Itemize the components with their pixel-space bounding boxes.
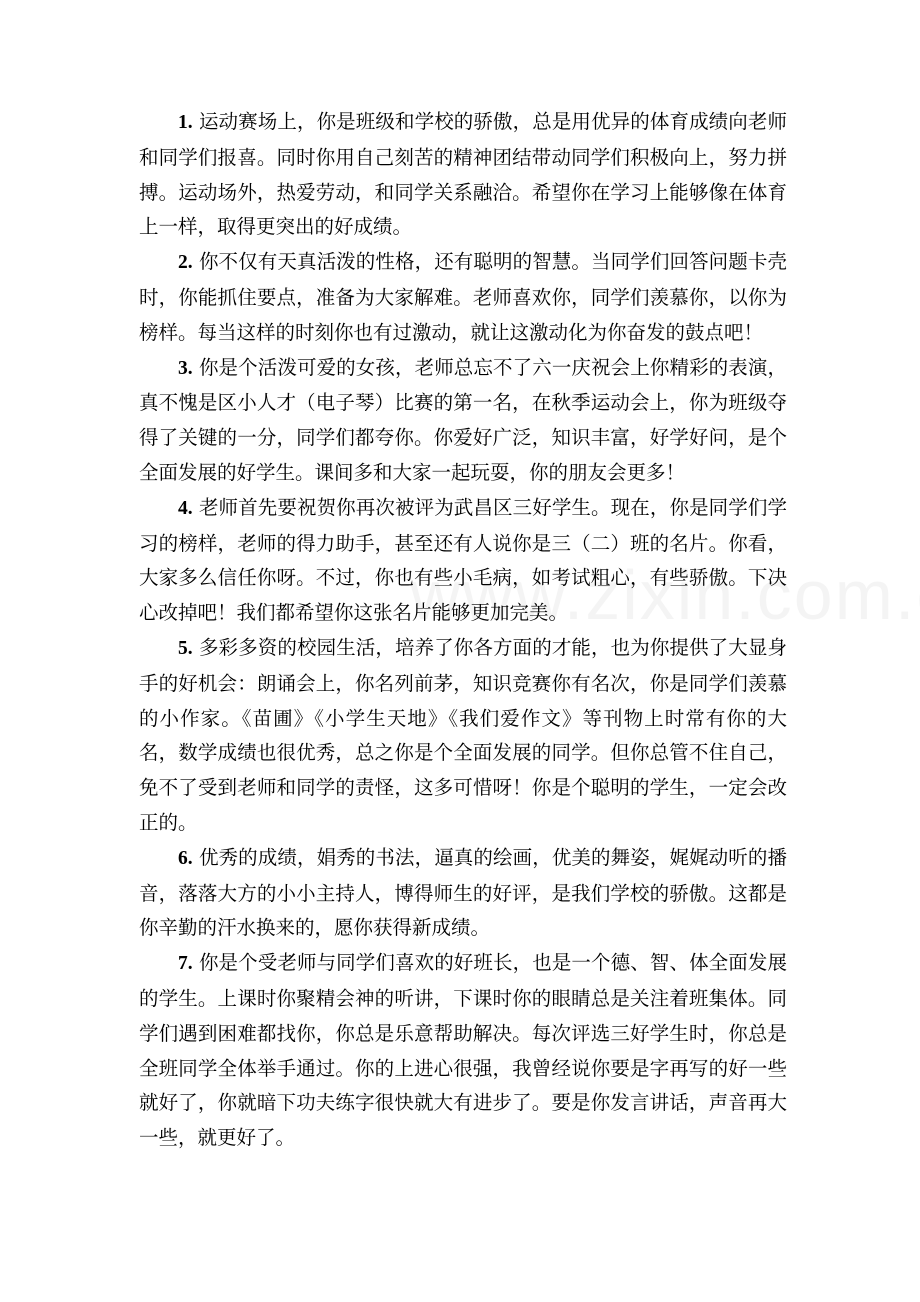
document-body <box>139 105 787 1156</box>
paragraph-text: 运动赛场上，你是班级和学校的骄傲，总是用优异的体育成绩向老师和同学们报喜。同时你用自己刻苦的精神团结带动同学们积极向上，努力拼搏。运动场外，热爱劳动，和同学关系融洽。希望你在学习上能够像在体育上一样，取得更突出的好成绩。 <box>139 110 787 239</box>
paragraph-number: 2. <box>178 252 193 274</box>
paragraph-text: 你是个受老师与同学们喜欢的好班长，也是一个德、智、体全面发展的学生。上课时你聚精会神的听讲，下课时你的眼睛总是关注着班集体。同学们遇到困难都找你，你总是乐意帮助解决。每次评选三好学生时，你总是全班同学全体举手通过。你的上进心很强，我曾经说你要是字再写的好一些就好了，你就暗下功夫练字很快就大有进步了。要是你发言讲话，声音再大一些，就更好了。 <box>139 951 787 1150</box>
paragraph-number: 6. <box>178 847 193 869</box>
paragraph-text: 优秀的成绩，娟秀的书法，逼真的绘画，优美的舞姿，娓娓动听的播音，落落大方的小小主持人，博得师生的好评，是我们学校的骄傲。这都是你辛勤的汗水换来的，愿你获得新成绩。 <box>139 845 787 940</box>
comment-paragraph-2 <box>139 245 787 350</box>
comment-paragraph-7 <box>139 946 787 1156</box>
paragraph-text: 多彩多资的校园生活，培养了你各方面的才能，也为你提供了大显身手的好机会：朗诵会上，你名列前茅，知识竞赛你有名次，你是同学们羡慕的小作家。《苗圃》《小学生天地》《我们爱作文》等刊物上时常有你的大名，数学成绩也很优秀，总之你是个全面发展的同学。但你总管不住自己，免不了受到老师和同学的责怪，这多可惜呀！你是个聪明的学生，一定会改正的。 <box>139 635 787 834</box>
comment-paragraph-5 <box>139 631 787 841</box>
comment-paragraph-6 <box>139 841 787 946</box>
paragraph-text: 你是个活泼可爱的女孩，老师总忘不了六一庆祝会上你精彩的表演，真不愧是区小人才（电子琴）比赛的第一名，在秋季运动会上，你为班级夺得了关键的一分，同学们都夸你。你爱好广泛，知识丰富，好学好问，是个全面发展的好学生。课间多和大家一起玩耍，你的朋友会更多！ <box>139 355 787 484</box>
comment-paragraph-3 <box>139 351 787 491</box>
paragraph-number: 7. <box>178 953 193 975</box>
paragraph-number: 3. <box>178 357 193 379</box>
paragraph-number: 1. <box>178 112 193 133</box>
paragraph-number: 5. <box>178 637 193 659</box>
comment-paragraph-1 <box>139 105 787 245</box>
paragraph-number: 4. <box>178 497 193 519</box>
paragraph-text: 你不仅有天真活泼的性格，还有聪明的智慧。当同学们回答问题卡壳时，你能抓住要点，准备为大家解难。老师喜欢你，同学们羡慕你，以你为榜样。每当这样的时刻你也有过激动，就让这激动化为你奋发的鼓点吧！ <box>139 250 787 344</box>
comment-paragraph-4 <box>139 491 787 631</box>
paragraph-text: 老师首先要祝贺你再次被评为武昌区三好学生。现在，你是同学们学习的榜样，老师的得力助手，甚至还有人说你是三（二）班的名片。你看，大家多么信任你呀。不过，你也有些小毛病，如考试粗心，有些骄傲。下决心改掉吧！我们都希望你这张名片能够更加完美。 <box>139 495 787 625</box>
